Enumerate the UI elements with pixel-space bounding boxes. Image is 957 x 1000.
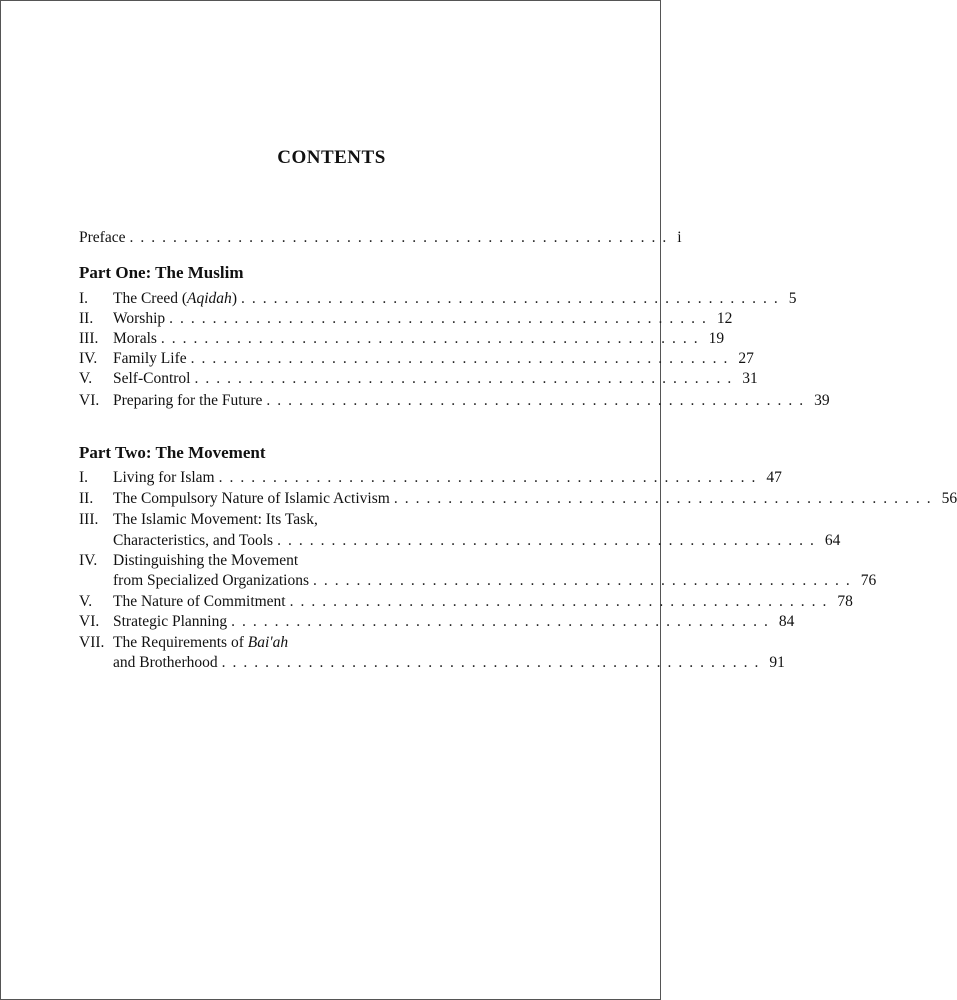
entry-label: The Creed (Aqidah) [113, 290, 237, 307]
entry-number: III. [79, 511, 99, 528]
toc-entry [79, 348, 754, 369]
toc-entry [79, 288, 797, 309]
entry-number: II. [79, 490, 94, 507]
entry-page-number: 84 [778, 613, 795, 630]
toc-entry-first-line [79, 632, 569, 653]
entry-page-number: 5 [788, 290, 797, 307]
entry-page-number: 19 [708, 330, 725, 347]
entry-number: V. [79, 370, 93, 387]
leader-dots: .................................................. [312, 572, 857, 589]
entry-page-number: 39 [814, 392, 830, 409]
entry-label: Morals [113, 330, 157, 347]
entry-number: IV. [79, 350, 98, 367]
toc-entry [79, 591, 853, 612]
leader-dots: .................................................. [160, 330, 705, 347]
toc-entry [79, 611, 795, 632]
entry-number: IV. [79, 552, 98, 569]
entry-label: Preface [79, 229, 126, 246]
entry-label: Living for Islam [113, 469, 215, 486]
leader-dots: .................................................. [194, 370, 739, 387]
toc-entry [79, 570, 877, 591]
entry-label: Characteristics, and Tools [113, 532, 274, 549]
entry-number: III. [79, 330, 99, 347]
part-two-heading: Part Two: The Movement [79, 443, 266, 462]
toc-entry [79, 390, 830, 411]
entry-page-number: 12 [716, 310, 733, 327]
entry-label: Strategic Planning [113, 613, 228, 630]
entry-number: II. [79, 310, 94, 327]
entry-page-number: 56 [941, 490, 957, 507]
leader-dots: .................................................. [240, 290, 785, 307]
entry-number: I. [79, 469, 89, 486]
entry-number: V. [79, 593, 93, 610]
entry-page-number: 64 [824, 532, 841, 549]
entry-number: VII. [79, 634, 105, 651]
leader-dots: .................................................. [190, 350, 735, 367]
leader-dots: .................................................. [218, 469, 763, 486]
toc-entry [79, 467, 782, 488]
toc-entry [79, 328, 725, 349]
leader-dots: .................................................. [129, 229, 674, 246]
entry-number: VI. [79, 392, 100, 409]
entry-label-line1: Distinguishing the Movement [113, 552, 299, 569]
contents-title: CONTENTS [277, 147, 386, 168]
entry-page-number: 76 [860, 572, 877, 589]
toc-entry-preface [79, 227, 682, 248]
entry-page-number: 31 [742, 370, 758, 387]
part-one-heading: Part One: The Muslim [79, 263, 244, 282]
toc-entry-first-line [79, 550, 569, 571]
entry-page-number: 91 [769, 654, 785, 671]
leader-dots: .................................................. [221, 654, 766, 671]
entry-number: VI. [79, 613, 100, 630]
leader-dots: .................................................. [169, 310, 713, 327]
entry-label: Family Life [113, 350, 187, 367]
leader-dots: .................................................. [266, 392, 811, 409]
entry-label: The Nature of Commitment [113, 593, 286, 610]
toc-entry-first-line [79, 509, 569, 530]
entry-label-line1: The Islamic Movement: Its Task, [113, 511, 318, 528]
entry-page-number: i [677, 229, 682, 246]
entry-label: Preparing for the Future [113, 392, 263, 409]
entry-label: from Specialized Organizations [113, 572, 309, 589]
entry-page-number: 27 [738, 350, 754, 367]
entry-label: Self-Control [113, 370, 191, 387]
toc-entry [79, 368, 758, 389]
entry-label: and Brotherhood [113, 654, 218, 671]
toc-entry [79, 488, 957, 509]
toc-entry [79, 652, 785, 673]
toc-entry [79, 308, 733, 329]
leader-dots: .................................................. [277, 532, 821, 549]
entry-page-number: 47 [766, 469, 782, 486]
entry-number: I. [79, 290, 89, 307]
leader-dots: .................................................. [231, 613, 775, 630]
toc-entry [79, 530, 841, 551]
entry-page-number: 78 [837, 593, 853, 610]
entry-label: The Compulsory Nature of Islamic Activism [113, 490, 390, 507]
leader-dots: .................................................. [289, 593, 834, 610]
entry-label: Worship [113, 310, 166, 327]
entry-label-line1: The Requirements of Bai'ah [113, 634, 289, 651]
leader-dots: .................................................. [393, 490, 938, 507]
